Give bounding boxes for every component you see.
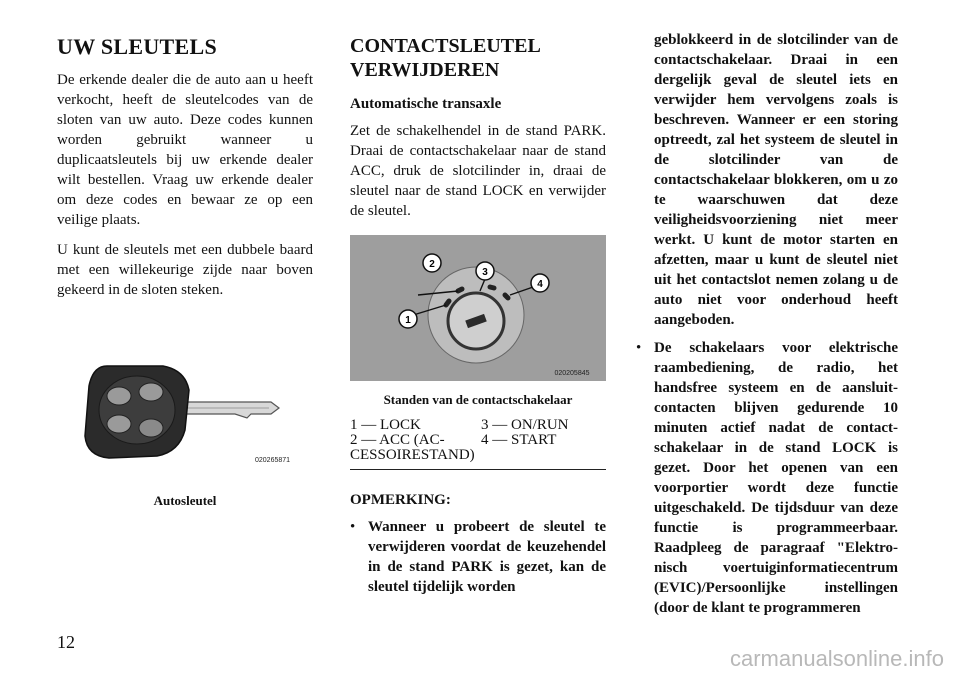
- note-list: [636, 338, 898, 618]
- right-column: [636, 30, 898, 624]
- legend-item: 3 — ON/RUN: [481, 417, 569, 433]
- legend-item: 1 — LOCK: [350, 417, 421, 433]
- callout-2: 2: [429, 259, 435, 270]
- figure-legend: [350, 418, 606, 463]
- body-paragraph: De erkende dealer die de auto aan u heeft verkocht, heeft de sleutelcodes van de sloten van uw auto. Deze codes kunnen worden gebruikt wanneer u duplicaatsleutels bij uw erkende dealer wilt bestellen. Vraag uw erkende dealer om deze codes en bewaar ze op een veilige plaats.: [57, 72, 313, 228]
- watermark: carmanualsonline.info: [729, 646, 944, 671]
- legend-item: 4 — START: [481, 432, 557, 448]
- callout-3: 3: [482, 267, 488, 278]
- note-bullet: • De schakelaars voor elektrische raambediening, de radio, het handsfree systeem en de aansluitcontacten blijven gedurende 10 minuten actief nadat de contactschakelaar in de stand LOCK is gezet. Door het openen van een voorportier wordt deze functie uitgeschakeld. De tijdsduur van deze functie is programmeerbaar. Raadpleeg de paragraaf "Elektronisch voertuiginformatiecentrum (EVIC)/Persoonlijke instellingen (door de klant te programmeren: [636, 338, 898, 618]
- middle-column: [350, 30, 606, 603]
- figure-caption: Standen van de contactschakelaar: [383, 392, 573, 407]
- ignition-switch-image: [350, 235, 606, 381]
- divider: [350, 469, 606, 470]
- left-column: [57, 30, 313, 509]
- page-number: 12: [57, 632, 75, 652]
- callout-1: 1: [405, 315, 411, 326]
- note-title: OPMERKING:: [350, 492, 451, 508]
- callout-4: 4: [537, 279, 543, 290]
- section-heading: UW SLEUTELS: [57, 34, 218, 59]
- car-key-image: [75, 344, 295, 482]
- figure-code: 020265871: [255, 457, 291, 464]
- figure-caption: Autosleutel: [153, 493, 217, 508]
- subheading: Automatische transaxle: [350, 96, 502, 112]
- ignition-figure: [350, 235, 606, 408]
- section-heading: CONTACTSLEUTEL VERWIJDEREN: [350, 35, 540, 81]
- figure-code: 020205845: [554, 370, 590, 377]
- note-list: [350, 517, 606, 597]
- body-paragraph: U kunt de sleutels met een dubbele baard met een willekeurige zijde naar boven gekeerd in de sloten steken.: [57, 242, 313, 298]
- note-continuation: geblokkeerd in de slotcilinder van de contactschakelaar. Draai in een dergelijk geval de sleutel iets en verwijder hem vervolgens zoals is beschreven. Wanneer er een storing optreedt, zal het systeem de sleutel in de slotcilinder van de contactschakelaar blokkeren, om u zo te waarschuwen dat deze veiligheidsvoorziening niet meer werkt. U kunt de motor starten en afzetten, maar u kunt de sleutel niet uit het contactslot nemen zolang u de auto niet voor onderhoud heeft aangeboden.: [654, 32, 898, 328]
- note-bullet: • Wanneer u probeert de sleutel te verwijderen voordat de keuzehendel in de stand PARK is gezet, kan de sleutel tijdelijk worden: [350, 517, 606, 597]
- legend-item: 2 — ACC (ACCESSOIRESTAND): [350, 432, 475, 463]
- body-paragraph: Zet de schakelhendel in de stand PARK. Draai de contactschakelaar naar de stand ACC, druk de slotcilinder in, draai de sleutel naar de stand LOCK en verwijder de sleutel.: [350, 123, 606, 219]
- key-figure: [57, 344, 313, 509]
